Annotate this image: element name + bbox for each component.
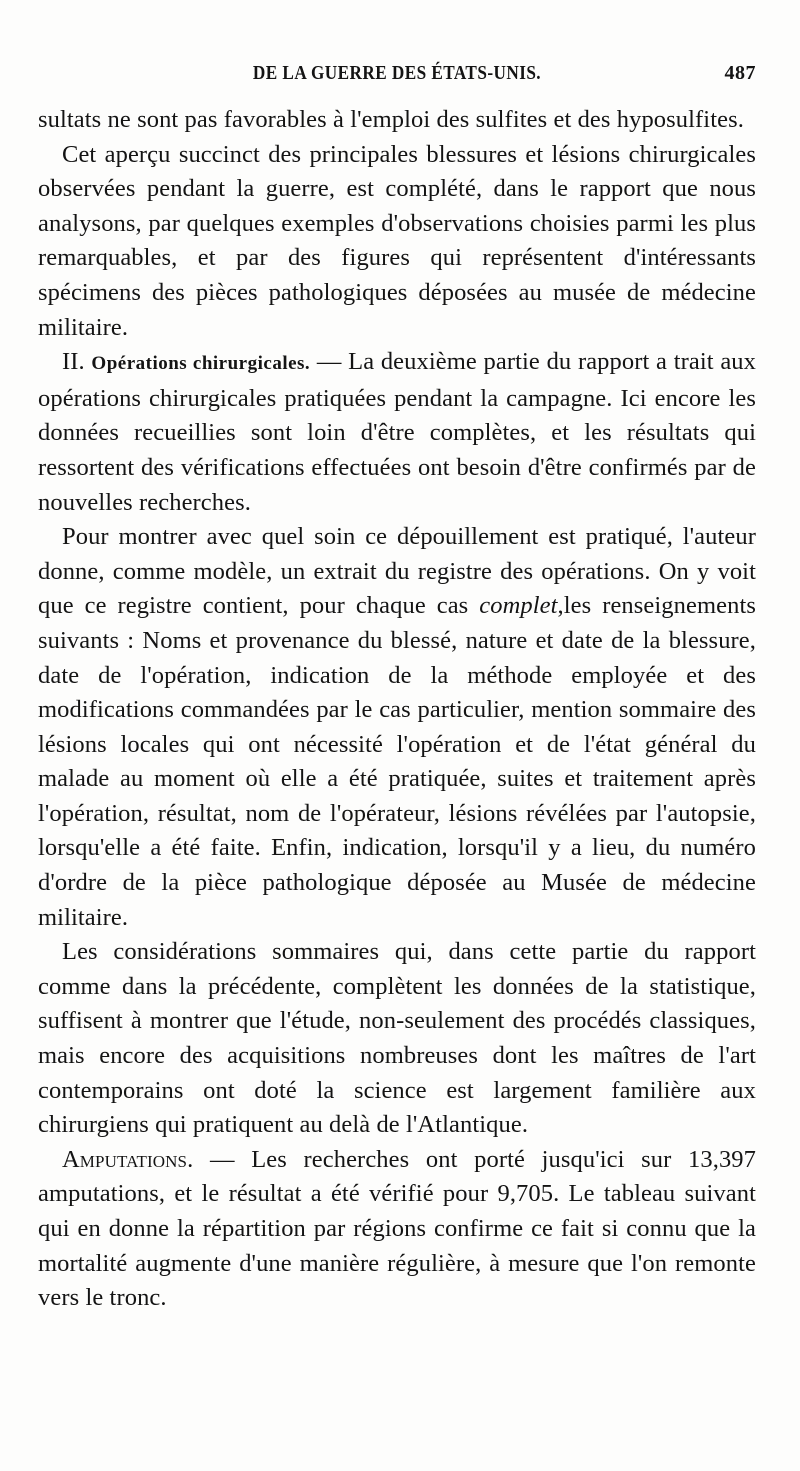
paragraph-surgical-operations-text: — La deuxième partie du rapport a trait aux opérations chirurgicales pratiquées pendant la campagne. Ici encore les données recueillies sont loin d'être complètes, et les résultats qui ressortent des vérifications effectuées ont besoin d'être confirmés par de nouvelles recherches. — [38, 348, 756, 516]
section-heading-amputations: Amputations. — [62, 1145, 194, 1173]
body-text — [38, 103, 756, 1316]
paragraph-amputations — [38, 1143, 756, 1316]
page-number: 487 — [724, 62, 756, 84]
page-header — [38, 60, 756, 88]
italic-word: complet — [479, 592, 558, 620]
paragraph-surgical-operations — [38, 345, 756, 520]
running-title: DE LA GUERRE DES ÉTATS-UNIS. — [252, 62, 542, 84]
section-numeral: II. — [62, 348, 85, 376]
paragraph-register-start: Pour montrer avec quel soin ce dépouillement est pratiqué, l'auteur donne, comme modèle, un extrait du registre des opérations. On y voit que ce registre contient, pour chaque cas — [38, 523, 756, 620]
paragraph-considerations: Les considérations sommaires qui, dans cette partie du rapport comme dans la précédente, complètent les données de la statistique, suffisent à montrer que l'étude, non-seulement des procédés classiques, mais encore des acquisitions nombreuses dont les maîtres de l'art contemporains ont doté la science est largement familière aux chirurgiens qui pratiquent au delà de l'Atlantique. — [38, 938, 756, 1139]
paragraph-register-end: ,les renseignements suivants : Noms et provenance du blessé, nature et date de la blessure, date de l'opération, indication de la méthode employée et des modifications commandées par le cas particulier, mention sommaire des lésions locales qui ont nécessité l'opération et de l'état général du malade au moment où elle a été pratiquée, suites et traitement après l'opération, résultat, nom de l'opérateur, lésions révélées par l'autopsie, lorsqu'elle a été faite. Enfin, indication, lorsqu'il y a lieu, du numéro d'ordre de la pièce pathologique déposée au Musée de médecine militaire. — [38, 592, 756, 931]
paragraph-amputations-text: — Les recherches ont porté jusqu'ici sur 13,397 amputations, et le résultat a été vérifié pour 9,705. Le tableau suivant qui en donne la répartition par régions confirme ce fait si connu que la mortalité augmente d'une manière régulière, à mesure que l'on remonte vers le tronc. — [38, 1145, 756, 1312]
paragraph-continuation: sultats ne sont pas favorables à l'emploi des sulfites et des hyposulfites. — [38, 106, 744, 133]
section-heading-operations: Opérations chirurgicales. — [91, 353, 311, 375]
paragraph-overview: Cet aperçu succinct des principales blessures et lésions chirurgicales observées pendant la guerre, est complété, dans le rapport que nous analysons, par quelques exemples d'observations choisies parmi les plus remarquables, et par des figures qui représentent d'intéressants spécimens des pièces pathologiques déposées au musée de médecine militaire. — [38, 140, 756, 341]
paragraph-register — [38, 520, 756, 935]
